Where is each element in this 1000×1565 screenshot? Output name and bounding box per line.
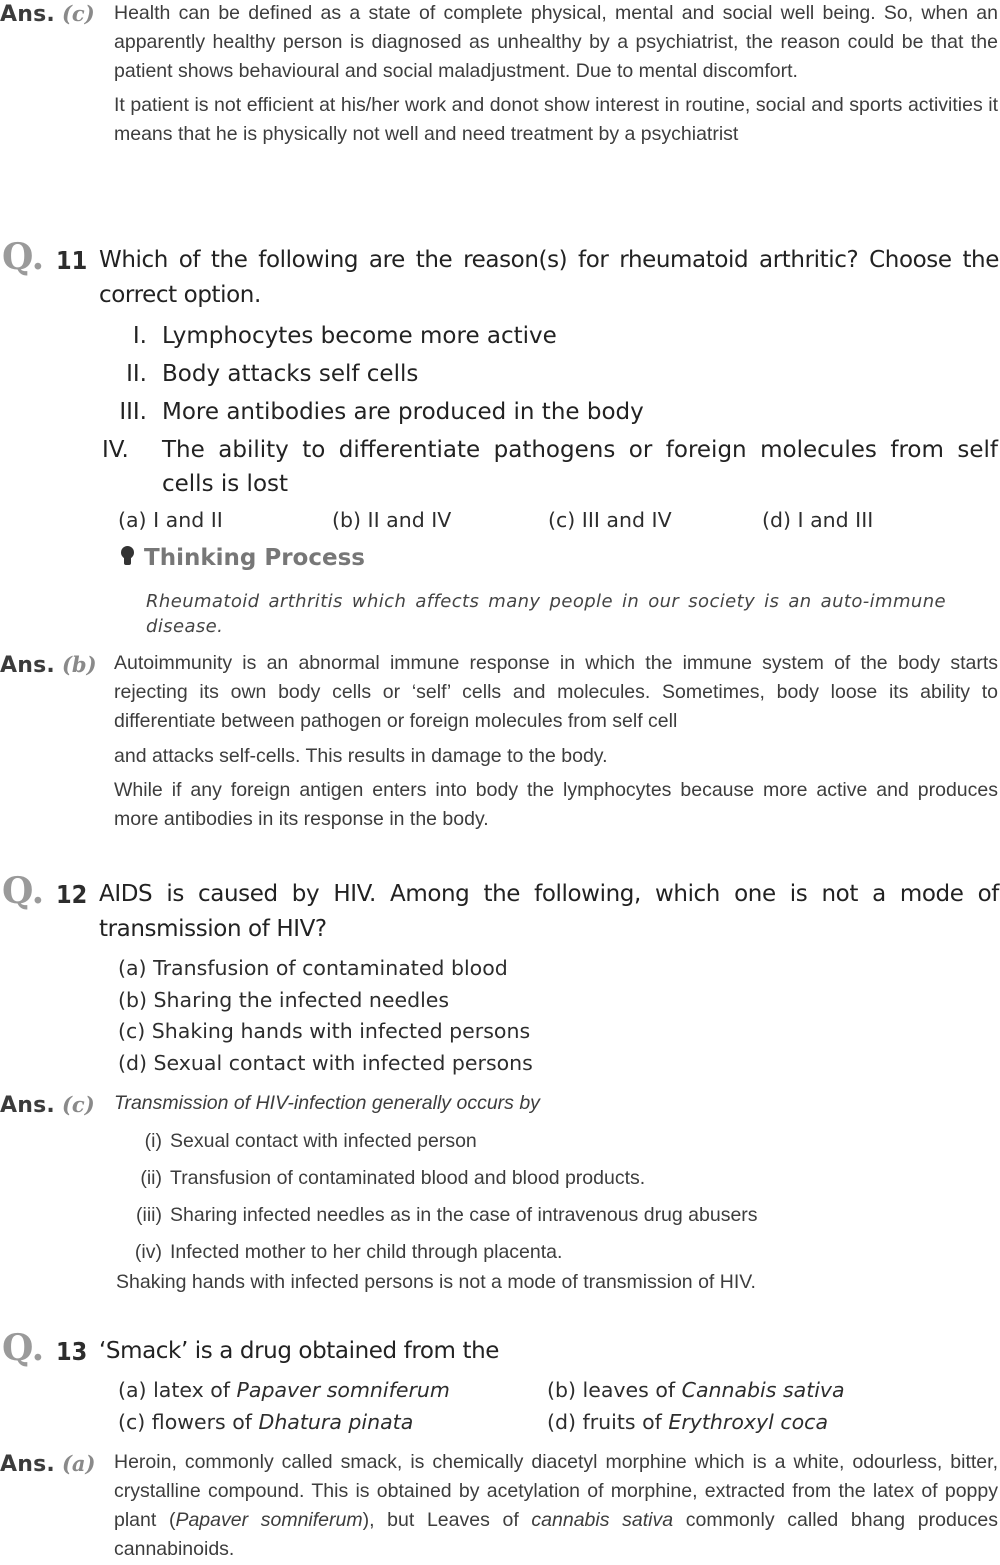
option-prefix: (c) flowers of <box>118 1410 259 1434</box>
list-number: (i) <box>144 1130 162 1152</box>
statement-text: The ability to differentiate pathogens or foreign molecules from self cells is lost <box>162 437 998 497</box>
question-text: AIDS is caused by HIV. Among the following, which one is not a mode of transmission of HIV? <box>99 881 999 942</box>
species-name: Cannabis sativa <box>681 1378 845 1402</box>
list-text: Sexual contact with infected person <box>170 1130 477 1152</box>
option-prefix: (d) fruits of <box>547 1410 669 1434</box>
answer-intro: Transmission of HIV-infection generally occurs by <box>114 1092 540 1114</box>
option-b <box>547 1375 845 1405</box>
answer-label: Ans. <box>0 1093 55 1118</box>
species-name: cannabis sativa <box>531 1509 674 1531</box>
statement-text: Lymphocytes become more active <box>162 323 557 349</box>
answer-text-part: commonly called bhang produces cannabinoids. <box>114 1509 998 1560</box>
thinking-process-text: Rheumatoid arthritis which affects many people in our society is an auto-immune disease. <box>146 591 946 637</box>
lightbulb-icon <box>120 544 136 568</box>
question-number: 11 <box>56 246 88 275</box>
option-a: (a) I and II <box>118 508 223 532</box>
statement-text: Body attacks self cells <box>162 361 419 387</box>
option-c <box>118 1407 413 1437</box>
option-c: (c) Shaking hands with infected persons <box>118 1019 531 1043</box>
answer-label: Ans. <box>0 653 55 678</box>
answer-text-part: Heroin, commonly called smack, is chemically diacetyl morphine which is a white, odourless, bitter, crystalline compound. This is obtained by acetylation of morphine, extracted from the latex of poppy plant ( <box>114 1451 998 1531</box>
question-number: 12 <box>56 880 88 909</box>
answer-text <box>114 1448 998 1564</box>
answer-paragraph: Health can be defined as a state of complete physical, mental and social well being. So, when an apparently healthy person is diagnosed as unhealthy by a psychiatrist, the reason could be that the patient shows behavioural and social maladjustment. Due to mental discomfort. <box>114 2 998 82</box>
option-c: (c) III and IV <box>548 508 672 532</box>
answer-label: Ans. <box>0 1452 55 1477</box>
question-marker: Q. <box>2 870 45 912</box>
statement-number: III. <box>119 399 147 425</box>
question-text: Which of the following are the reason(s) for rheumatoid arthritic? Choose the correct option. <box>99 247 999 308</box>
answer-text-part: ), but Leaves of <box>362 1509 532 1531</box>
statement-number: II. <box>126 361 147 387</box>
list-text: Transfusion of contaminated blood and blood products. <box>170 1167 646 1189</box>
question-text: ‘Smack’ is a drug obtained from the <box>99 1338 500 1364</box>
statement-item <box>132 319 557 353</box>
answer-text <box>114 649 998 834</box>
list-item <box>118 1201 978 1230</box>
answer-option: (c) <box>62 1 95 26</box>
answer-label: Ans. <box>0 2 55 27</box>
statement-item <box>126 357 419 391</box>
statement-item <box>119 395 644 429</box>
list-number: (iii) <box>136 1204 162 1226</box>
thinking-process-heading <box>120 544 365 571</box>
list-number: (ii) <box>140 1167 162 1189</box>
statement-item <box>102 433 998 501</box>
option-d <box>547 1407 828 1437</box>
option-d: (d) Sexual contact with infected persons <box>118 1051 533 1075</box>
statement-number: IV. <box>102 437 129 463</box>
option-a <box>118 1375 450 1405</box>
option-a: (a) Transfusion of contaminated blood <box>118 956 508 980</box>
answer-paragraph: While if any foreign antigen enters into body the lymphocytes because more active and produces more antibodies in its response in the body. <box>114 779 998 830</box>
question-number: 13 <box>56 1337 88 1366</box>
option-prefix: (b) leaves of <box>547 1378 682 1402</box>
species-name: Papaver somniferum <box>175 1509 363 1531</box>
question-marker: Q. <box>2 1327 45 1369</box>
answer-paragraph: It patient is not efficient at his/her work and donot show interest in routine, social and sports activities it means that he is physically not well and need treatment by a psychiatrist <box>114 94 998 145</box>
answer-paragraph: and attacks self-cells. This results in damage to the body. <box>114 745 608 767</box>
answer-option: (b) <box>62 652 97 677</box>
answer-option: (a) <box>62 1451 96 1476</box>
list-text: Sharing infected needles as in the case of intravenous drug abusers <box>170 1204 758 1226</box>
question-marker: Q. <box>2 236 45 278</box>
list-item <box>118 1127 978 1156</box>
list-item <box>118 1164 978 1193</box>
statement-number: I. <box>132 323 147 349</box>
species-name: Papaver somniferum <box>236 1378 450 1402</box>
option-d: (d) I and III <box>762 508 874 532</box>
species-name: Dhatura pinata <box>258 1410 414 1434</box>
option-b: (b) II and IV <box>332 508 452 532</box>
option-prefix: (a) latex of <box>118 1378 237 1402</box>
option-b: (b) Sharing the infected needles <box>118 988 450 1012</box>
statement-text: More antibodies are produced in the body <box>162 399 644 425</box>
list-text: Infected mother to her child through placenta. <box>170 1241 563 1263</box>
thinking-process-title: Thinking Process <box>144 545 365 571</box>
answer-paragraph: Autoimmunity is an abnormal immune response in which the immune system of the body starts rejecting its own body cells or ‘self’ cells and molecules. Sometimes, body loose its ability to differentiate between pathogen or foreign molecules from self cell <box>114 652 998 732</box>
answer-text <box>114 0 998 149</box>
species-name: Erythroxyl coca <box>668 1410 829 1434</box>
list-item <box>118 1238 978 1267</box>
list-number: (iv) <box>134 1241 162 1263</box>
answer-option: (c) <box>62 1092 95 1117</box>
answer-conclusion: Shaking hands with infected persons is not a mode of transmission of HIV. <box>116 1271 756 1293</box>
